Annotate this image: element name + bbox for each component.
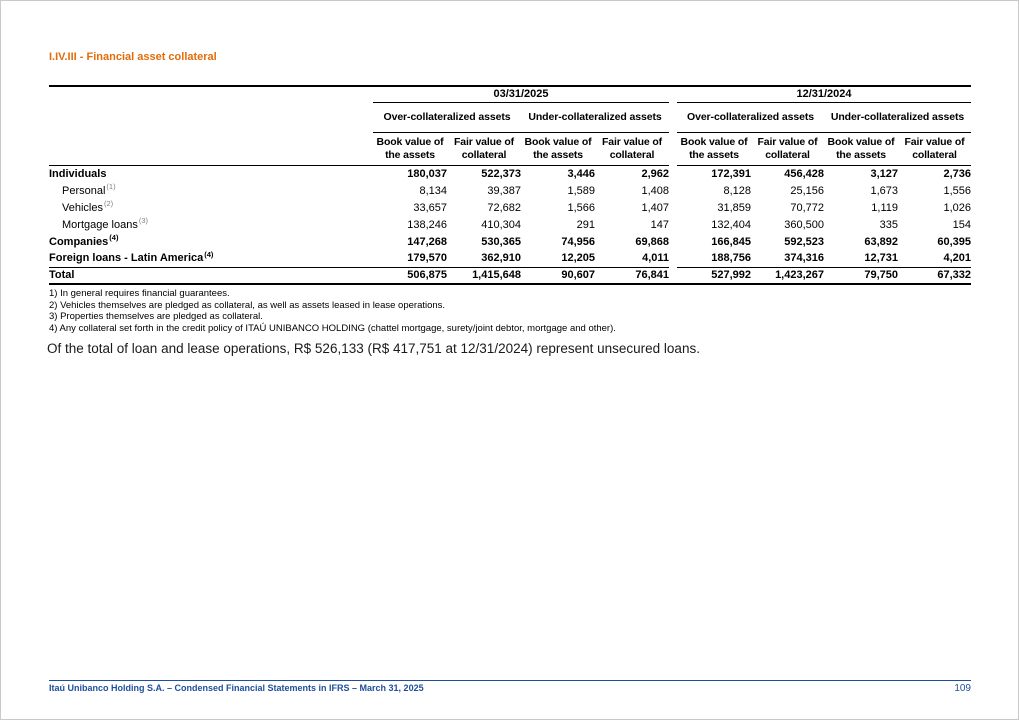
row-label-text: Companies — [49, 235, 109, 248]
cell-value: 1,589 — [567, 184, 595, 197]
footnote-ref: (1) — [106, 181, 116, 191]
cell-value: 69,868 — [635, 235, 669, 248]
cell-value: 410,304 — [481, 218, 521, 231]
table-row — [49, 165, 971, 182]
group-header-under-2025: Under-collateralized assets — [521, 102, 669, 132]
cell-value: 154 — [952, 218, 971, 231]
col-header-fair-value: Fair value of collateral — [751, 132, 824, 165]
group-header-under-2024: Under-collateralized assets — [824, 102, 971, 132]
cell-value: 172,391 — [711, 167, 751, 180]
cell-value: 76,841 — [595, 267, 669, 284]
period-header-row — [49, 86, 971, 102]
cell-value: 31,859 — [717, 201, 751, 214]
cell-value: 1,423,267 — [751, 267, 824, 284]
unsecured-loans-paragraph: Of the total of loan and lease operations, R$ 526,133 (R$ 417,751 at 12/31/2024) represent unsecured loans. — [47, 341, 700, 356]
cell-value: 374,316 — [784, 252, 824, 265]
row-label — [49, 182, 373, 199]
cell-value: 180,037 — [407, 167, 447, 180]
cell-value: 132,404 — [711, 218, 751, 231]
col-header-fair-value: Fair value of collateral — [447, 132, 521, 165]
cell-value: 3,446 — [567, 167, 595, 180]
col-header-book-value: Book value of the assets — [677, 132, 751, 165]
cell-value: 4,011 — [642, 252, 669, 265]
cell-value: 138,246 — [407, 218, 447, 231]
cell-value: 291 — [576, 218, 595, 231]
footnote-ref: (2) — [103, 198, 114, 208]
row-label — [49, 165, 373, 182]
cell-value: 522,373 — [481, 167, 521, 180]
cell-value: 335 — [879, 218, 898, 231]
column-header-row — [49, 132, 971, 165]
collateral-table-wrap — [49, 85, 971, 285]
cell-value: 4,201 — [943, 252, 971, 265]
table-row-total — [49, 267, 971, 284]
column-gap — [669, 199, 677, 216]
cell-value: 25,156 — [790, 184, 824, 197]
footer-document-title: Itaú Unibanco Holding S.A. – Condensed Financial Statements in IFRS – March 31, 2025 — [49, 683, 424, 693]
cell-value: 33,657 — [413, 201, 447, 214]
footnote-ref: (3) — [138, 215, 148, 225]
col-header-book-value: Book value of the assets — [824, 132, 898, 165]
cell-value: 8,134 — [419, 184, 447, 197]
cell-value: 1,408 — [641, 184, 669, 197]
row-label — [49, 199, 373, 216]
table-row — [49, 233, 971, 250]
cell-value: 188,756 — [711, 252, 751, 265]
cell-value: 90,607 — [521, 267, 595, 284]
cell-value: 2,962 — [641, 167, 669, 180]
cell-value: 12,205 — [561, 252, 595, 265]
row-label — [49, 233, 373, 250]
header-stub — [49, 102, 373, 132]
cell-value: 3,127 — [870, 167, 898, 180]
cell-value: 360,500 — [784, 218, 824, 231]
cell-value: 530,365 — [481, 235, 521, 248]
row-label-text: Vehicles — [62, 201, 103, 214]
page-footer — [49, 683, 971, 694]
cell-value: 147,268 — [407, 235, 447, 248]
table-row — [49, 216, 971, 233]
footnote: 2) Vehicles themselves are pledged as collateral, as well as assets leased in lease operations. — [49, 299, 446, 311]
column-gap — [669, 102, 677, 132]
footnote: 3) Properties themselves are pledged as collateral. — [49, 311, 263, 322]
col-header-fair-value: Fair value of collateral — [898, 132, 971, 165]
footnote-ref: (4) — [109, 232, 119, 242]
column-gap — [669, 165, 677, 182]
cell-value: 67,332 — [898, 267, 971, 284]
cell-value: 1,556 — [943, 184, 971, 197]
cell-value: 506,875 — [373, 267, 447, 284]
group-header-over-2025: Over-collateralized assets — [373, 102, 521, 132]
column-gap — [669, 233, 677, 250]
cell-value: 1,026 — [943, 201, 971, 214]
collateral-table — [49, 85, 971, 285]
cell-value: 2,736 — [943, 167, 971, 180]
row-label-text: Foreign loans - Latin America — [49, 252, 204, 265]
table-body — [49, 165, 971, 284]
row-label — [49, 250, 373, 267]
col-header-fair-value: Fair value of collateral — [595, 132, 669, 165]
column-gap — [669, 216, 677, 233]
row-label-text: Individuals — [49, 167, 107, 180]
cell-value: 179,570 — [407, 252, 447, 265]
col-header-book-value: Book value of the assets — [373, 132, 447, 165]
col-header-book-value: Book value of the assets — [521, 132, 595, 165]
group-header-over-2024: Over-collateralized assets — [677, 102, 824, 132]
column-gap — [669, 86, 677, 102]
column-gap — [669, 250, 677, 267]
cell-value: 39,387 — [487, 184, 521, 197]
table-row — [49, 199, 971, 216]
header-stub — [49, 86, 373, 102]
row-label-text: Personal — [62, 184, 106, 197]
cell-value: 456,428 — [784, 167, 824, 180]
cell-value: 60,395 — [937, 235, 971, 248]
table-row — [49, 182, 971, 199]
row-label-text: Total — [49, 269, 75, 282]
cell-value: 1,673 — [870, 184, 898, 197]
cell-value: 147 — [650, 218, 669, 231]
row-label — [49, 267, 373, 284]
cell-value: 63,892 — [864, 235, 898, 248]
footer-page-number: 109 — [954, 683, 971, 694]
cell-value: 12,731 — [864, 252, 898, 265]
column-gap — [669, 182, 677, 199]
footnote: 4) Any collateral set forth in the credit policy of ITAÚ UNIBANCO HOLDING (chattel mortgage, surety/joint debtor, mortgage and other). — [49, 322, 616, 334]
cell-value: 592,523 — [784, 235, 824, 248]
cell-value: 72,682 — [487, 201, 521, 214]
cell-value: 1,566 — [567, 201, 595, 214]
row-label-text: Mortgage loans — [62, 218, 138, 231]
cell-value: 79,750 — [824, 267, 898, 284]
section-title: I.IV.III - Financial asset collateral — [49, 51, 217, 63]
footnote-ref: (4) — [204, 249, 214, 259]
cell-value: 527,992 — [677, 267, 751, 284]
cell-value: 8,128 — [723, 184, 751, 197]
cell-value: 166,845 — [711, 235, 751, 248]
cell-value: 74,956 — [561, 235, 595, 248]
row-label — [49, 216, 373, 233]
cell-value: 1,119 — [871, 201, 898, 214]
footnotes — [49, 288, 969, 334]
cell-value: 70,772 — [790, 201, 824, 214]
table-row — [49, 250, 971, 267]
footnote: 1) In general requires financial guarantees. — [49, 288, 230, 299]
group-header-row — [49, 102, 971, 132]
column-gap — [669, 132, 677, 165]
cell-value: 1,415,648 — [447, 267, 521, 284]
column-gap — [669, 267, 677, 284]
cell-value: 362,910 — [481, 252, 521, 265]
footer-rule — [49, 680, 971, 681]
cell-value: 1,407 — [641, 201, 669, 214]
period-header-2024: 12/31/2024 — [677, 86, 971, 102]
period-header-2025: 03/31/2025 — [373, 86, 669, 102]
header-stub — [49, 132, 373, 165]
